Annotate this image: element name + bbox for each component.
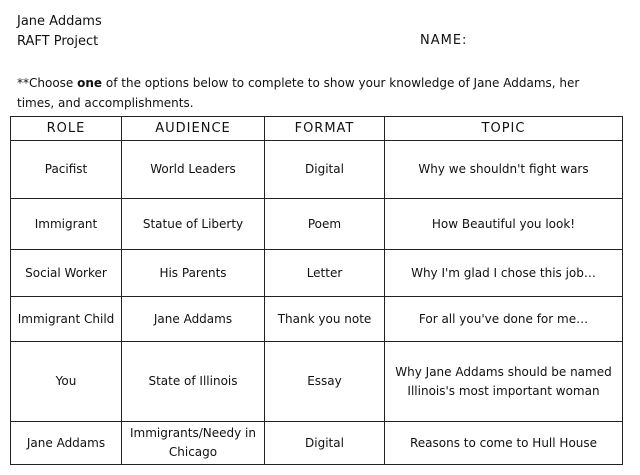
document-subtitle: RAFT Project [17,34,99,49]
document-title: Jane Addams [17,14,102,29]
header-role: ROLE [11,117,122,141]
role-cell: You [11,342,122,422]
instructions-suffix: of the options below to complete to show your knowledge of Jane Addams, her times, and accomplishments. [17,76,580,110]
name-label: NAME: [420,33,468,48]
audience-cell: World Leaders [122,141,265,199]
topic-cell: Why I'm glad I chose this job… [385,250,623,297]
table-row [11,250,623,297]
table-row [11,422,623,465]
table-header-row [11,117,623,141]
document-header [17,12,102,52]
topic-cell: Reasons to come to Hull House [385,422,623,465]
format-cell: Essay [265,342,385,422]
format-cell: Poem [265,199,385,250]
role-cell: Pacifist [11,141,122,199]
header-topic: TOPIC [385,117,623,141]
topic-cell: Why Jane Addams should be named Illinois's most important woman [385,342,623,422]
audience-cell: State of Illinois [122,342,265,422]
topic-cell: For all you've done for me… [385,297,623,342]
role-cell: Social Worker [11,250,122,297]
table-row [11,297,623,342]
instructions-emphasis: one [77,76,103,90]
format-cell: Digital [265,422,385,465]
format-cell: Thank you note [265,297,385,342]
header-format: FORMAT [265,117,385,141]
header-audience: AUDIENCE [122,117,265,141]
audience-cell: Statue of Liberty [122,199,265,250]
topic-cell: Why we shouldn't fight wars [385,141,623,199]
role-cell: Immigrant Child [11,297,122,342]
role-cell: Jane Addams [11,422,122,465]
format-cell: Letter [265,250,385,297]
format-cell: Digital [265,141,385,199]
instructions-prefix: **Choose [17,76,78,90]
instructions [17,73,617,113]
table-row [11,342,623,422]
audience-cell: Jane Addams [122,297,265,342]
topic-cell: How Beautiful you look! [385,199,623,250]
audience-cell: His Parents [122,250,265,297]
table-row [11,141,623,199]
role-cell: Immigrant [11,199,122,250]
table-row [11,199,623,250]
audience-cell: Immigrants/Needy in Chicago [122,422,265,465]
raft-table [10,116,623,465]
